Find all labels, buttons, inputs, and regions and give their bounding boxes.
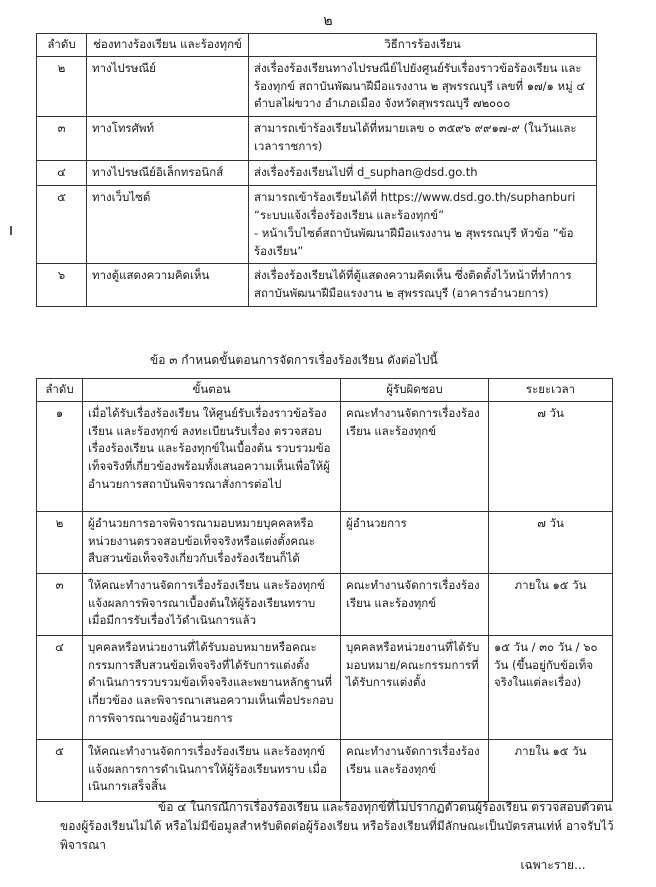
table-row — [37, 186, 597, 264]
row-duration: ภายใน ๑๕ วัน — [489, 573, 613, 635]
row-responsible: บุคคลหรือหน่วยงานที่ได้รับมอบหมาย/คณะกรรมการที่ได้รับการแต่งตั้ง — [341, 635, 489, 739]
section-4-text: ข้อ ๔ ในกรณีการเรื่องร้องเรียน และร้องทุกข์ที่ไม่ปรากฏตัวตนผู้ร้องเรียน ตรวจสอบตัวตนของผู้ร้องเรียนไม่ได้ หรือไม่มีข้อมูลสำหรับติดต่อผู้ร้องเรียน หรือร้องเรียนที่มีลักษณะเป็นบัตรสนเท่ห์ อาจรับไว้พิจารณา — [60, 800, 614, 853]
header-duration: ระยะเวลา — [489, 379, 613, 402]
header-no: ลำดับ — [37, 379, 83, 402]
row-method: ส่งเรื่องร้องเรียนไปที่ d_suphan@dsd.go.th — [249, 161, 597, 186]
row-no: ๕ — [37, 739, 83, 801]
table-header-row — [37, 34, 597, 57]
row-no: ๕ — [37, 186, 87, 264]
table-row — [37, 161, 597, 186]
row-channel: ทางตู้แสดงความคิดเห็น — [87, 264, 249, 307]
row-no: ๓ — [37, 573, 83, 635]
row-duration: ๗ วัน — [489, 511, 613, 573]
complaint-channels-table — [36, 33, 597, 307]
page-number: ๒ — [323, 13, 333, 29]
header-channel: ช่องทางร้องเรียน และร้องทุกข์ — [87, 34, 249, 57]
row-method — [249, 186, 597, 264]
row-channel: ทางเว็บไซต์ — [87, 186, 249, 264]
table-row — [37, 573, 613, 635]
table-row — [37, 739, 613, 801]
row-responsible: คณะทำงานจัดการเรื่องร้องเรียน และร้องทุกข์ — [341, 401, 489, 511]
row-duration: ๗ วัน — [489, 401, 613, 511]
row-no: ๔ — [37, 161, 87, 186]
table-row — [37, 401, 613, 511]
header-step: ขั้นตอน — [83, 379, 341, 402]
header-no: ลำดับ — [37, 34, 87, 57]
row-method: ส่งเรื่องร้องเรียนทางไปรษณีย์ไปยังศูนย์รับเรื่องราวข้อร้องเรียน และร้องทุกข์ สถาบันพัฒนาฝีมือแรงงาน ๒ สุพรรณบุรี เลขที่ ๑๗/๑ หมู่ ๔ ตำบลไผ่ขวาง อำเภอเมือง จังหวัดสุพรรณบุรี ๗๒๐๐๐ — [249, 56, 597, 116]
section-4-paragraph — [60, 798, 616, 875]
row-no: ๔ — [37, 635, 83, 739]
table-row — [37, 635, 613, 739]
row-no: ๒ — [37, 56, 87, 116]
row-step: ผู้อำนวยการอาจพิจารณามอบหมายบุคคลหรือหน่วยงานตรวจสอบข้อเท็จจริงหรือแต่งตั้งคณะสืบสวนข้อเท็จจริงเกี่ยวกับเรื่องร้องเรียนก็ได้ — [83, 511, 341, 573]
row-duration: ๑๕ วัน / ๓๐ วัน / ๖๐ วัน (ขึ้นอยู่กับข้อเท็จจริงในแต่ละเรื่อง) — [489, 635, 613, 739]
table-row — [37, 117, 597, 161]
table-header-row — [37, 379, 613, 402]
row-method: สามารถเข้าร้องเรียนได้ที่หมายเลข ๐ ๓๕๙๖ ๙๙๑๗-๙ (ในวันและเวลาราชการ) — [249, 117, 597, 161]
row-no: ๓ — [37, 117, 87, 161]
row-step: ให้คณะทำงานจัดการเรื่องร้องเรียน และร้องทุกข์แจ้งผลการการดำเนินการให้ผู้ร้องเรียนทราบ เมื่อเนินการเสร็จสิ้น — [83, 739, 341, 801]
header-method: วิธีการร้องเรียน — [249, 34, 597, 57]
complaint-steps-table — [36, 378, 613, 802]
method-line: สามารถเข้าร้องเรียนได้ที่ https://www.dsd.go.th/suphanburi — [254, 190, 576, 205]
row-no: ๖ — [37, 264, 87, 307]
row-step: ให้คณะทำงานจัดการเรื่องร้องเรียน และร้องทุกข์แจ้งผลการพิจารณาเบื้องต้นให้ผู้ร้องเรียนทราบ เมื่อมีการรับเรื่องไว้ดำเนินการแล้ว — [83, 573, 341, 635]
table-row — [37, 511, 613, 573]
section-3-intro: ข้อ ๓ กำหนดขั้นตอนการจัดการเรื่องร้องเรียน ดังต่อไปนี้ — [150, 353, 438, 367]
row-responsible: คณะทำงานจัดการเรื่องร้องเรียน และร้องทุกข์ — [341, 739, 489, 801]
row-channel: ทางไปรษณีย์ — [87, 56, 249, 116]
row-responsible: คณะทำงานจัดการเรื่องร้องเรียน และร้องทุกข์ — [341, 573, 489, 635]
row-no: ๑ — [37, 401, 83, 511]
table-row — [37, 264, 597, 307]
method-line: “ระบบแจ้งเรื่องร้องเรียน และร้องทุกข์” — [254, 207, 445, 222]
row-method: ส่งเรื่องร้องเรียนได้ที่ตู้แสดงความคิดเห็น ซึ่งติดตั้งไว้หน้าที่ทำการสถาบันพัฒนาฝีมือแรงงาน ๒ สุพรรณบุรี (อาคารอำนวยการ) — [249, 264, 597, 307]
method-line: - หน้าเว็บไซต์สถาบันพัฒนาฝีมือแรงงาน ๒ สุพรรณบุรี หัวข้อ “ข้อร้องเรียน” — [254, 225, 574, 258]
table-row — [37, 56, 597, 116]
row-channel: ทางโทรศัพท์ — [87, 117, 249, 161]
continuation-marker: เฉพาะราย... — [520, 857, 586, 872]
margin-mark — [10, 226, 12, 235]
header-responsible: ผู้รับผิดชอบ — [341, 379, 489, 402]
row-channel: ทางไปรษณีย์อิเล็กทรอนิกส์ — [87, 161, 249, 186]
row-duration: ภายใน ๑๕ วัน — [489, 739, 613, 801]
row-no: ๒ — [37, 511, 83, 573]
row-step: บุคคลหรือหน่วยงานที่ได้รับมอบหมายหรือคณะกรรมการสืบสวนข้อเท็จจริงที่ได้รับการแต่งตั้งดำเนินการรวบรวมข้อเท็จจริงและพยานหลักฐานที่เกี่ยวข้อง และพิจารณาเสนอความเห็นเพื่อประกอบการพิจารณาของผู้อำนวยการ — [83, 635, 341, 739]
row-step: เมื่อได้รับเรื่องร้องเรียน ให้ศูนย์รับเรื่องราวข้อร้องเรียน และร้องทุกข์ ลงทะเบียนรับเรื่อง ตรวจสอบเรื่องร้องเรียน และร้องทุกข์ในเบื้องต้น รวบรวมข้อเท็จจริงที่เกี่ยวข้องพร้อมทั้งเสนอความเห็นเพื่อให้ผู้อำนวยการสถาบันพิจารณาสั่งการต่อไป — [83, 401, 341, 511]
row-responsible: ผู้อำนวยการ — [341, 511, 489, 573]
